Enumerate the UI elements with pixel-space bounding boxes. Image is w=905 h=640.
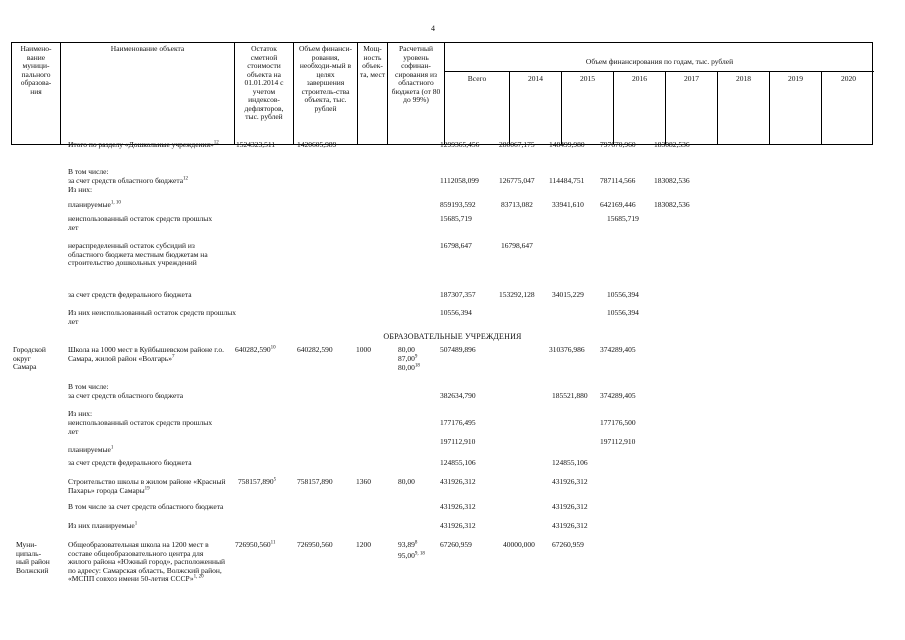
row-planned-name: планируемые$^{1, 10}$ [68, 200, 121, 209]
cell-total: 507489,896 [440, 345, 476, 354]
cell-total: 382634,790 [440, 391, 476, 400]
table-header [11, 42, 873, 145]
cell-2014: 16798,647 [501, 241, 533, 250]
row-total-preschool-name: Итого по разделу «Дошкольные учреждения»$^{12}$ [68, 140, 219, 149]
cell-2017: 183082,536 [654, 176, 690, 185]
cell-2014: 280067,175 [499, 140, 535, 149]
cell-level: 93,89$^8$ [398, 540, 418, 549]
cell-total: 1112058,099 [440, 176, 479, 185]
row-of-them-planned-name: Из них планируемые$^1$ [68, 521, 138, 530]
header-volume: Объем финанси-рования, необходи-мый в целях завершения строитель-ства объекта, тыс. рублей [293, 43, 357, 144]
cell-2015: 431926,312 [552, 477, 588, 486]
row-federal-budget-name: за счет средств федерального бюджета [68, 458, 192, 467]
row-incl-label: В том числе: [68, 167, 109, 176]
year-2020: 2020 [821, 71, 875, 144]
header-object: Наименование объекта [60, 43, 234, 144]
row-regional-budget-name: за счет средств областного бюджета$^{12}$ [68, 176, 189, 185]
year-2014: 2014 [509, 71, 561, 144]
header-capacity: Мощ-ность объек-та, мест [357, 43, 387, 144]
row-incl-label: В том числе: [68, 382, 109, 391]
year-2018: 2018 [717, 71, 769, 144]
header-level: Расчетный уровень софинан-сирования из областного бюджета (от 80 до 99%) [387, 43, 444, 144]
cell-2016: 642169,446 [600, 200, 636, 209]
cell-2015: 33941,610 [552, 200, 584, 209]
cell-2016: 797670,960 [600, 140, 636, 149]
cell-2014: 126775,047 [499, 176, 535, 185]
row-federal-budget-name: за счет средств федерального бюджета [68, 290, 192, 299]
cell-volume: 1420605,989 [297, 140, 337, 149]
row-federal-unused-name: Из них неиспользованный остаток средств прошлых лет [68, 308, 236, 326]
cell-total: 16798,647 [440, 241, 472, 250]
cell-2016: 15685,719 [607, 214, 639, 223]
cell-balance: 640282,590$^{10}$ [235, 345, 276, 354]
row-of-them-label: Из них: [68, 409, 93, 418]
cell-balance: 726950,560$^{11}$ [235, 540, 276, 549]
cell-2015: 67260,959 [552, 540, 584, 549]
year-columns [445, 71, 874, 144]
row-incl-regional-name: В том числе за счет средств областного бюджета [68, 502, 224, 511]
cell-volume: 758157,890 [297, 477, 333, 486]
year-2019: 2019 [769, 71, 821, 144]
year-2016: 2016 [613, 71, 665, 144]
row-undistributed-name: нераспределенный остаток субсидий из областного бюджета местным бюджетам на строительство дошкольных учреждений [68, 241, 208, 267]
header-balance: Остаток сметной стоимости объекта на 01.01.2014 с учетом индексов-дефляторов, тыс. рублей [234, 43, 293, 144]
cell-total: 187307,357 [440, 290, 476, 299]
cell-2015: 310376,986 [549, 345, 585, 354]
cell-2015: 148499,980 [549, 140, 585, 149]
cell-total: 10556,394 [440, 308, 472, 317]
cell-2015: 431926,312 [552, 502, 588, 511]
page-number: 4 [431, 24, 435, 33]
cell-total: 15685,719 [440, 214, 472, 223]
year-2015: 2015 [561, 71, 613, 144]
cell-balance: 758157,890$^5$ [238, 477, 277, 486]
cell-total: 1299365,456 [440, 140, 480, 149]
row-planned-name: планируемые$^1$ [68, 445, 114, 454]
cell-2017: 183082,536 [654, 200, 690, 209]
cell-2016: 374289,405 [600, 345, 636, 354]
cell-2014: 40000,000 [503, 540, 535, 549]
municipality-volzhsky: Муни-ципаль-ный район Волжский [16, 540, 50, 575]
cell-volume: 640282,590 [297, 345, 333, 354]
cell-total: 177176,495 [440, 418, 476, 427]
cell-2016: 10556,394 [607, 308, 639, 317]
header-municipality: Наимено-вание муници-пального образова-ния [20, 44, 52, 96]
row-school-yuzhny-name: Общеобразовательная школа на 1200 мест в составе общеобразовательного центра для жилого района «Южный город», расположенный по адресу: Самарская область, Волжский район, «МСПП совхоз имени 50-летия СССР»$^{1, 20}$ [68, 540, 226, 583]
row-unused-balance-name: неиспользованный остаток средств прошлых лет [68, 418, 213, 436]
cell-2017: 183082,536 [654, 140, 690, 149]
year-2017: 2017 [665, 71, 717, 144]
cell-2016: 10556,394 [607, 290, 639, 299]
cell-2014: 153292,128 [499, 290, 535, 299]
cell-2016: 197112,910 [600, 437, 636, 446]
cell-capacity: 1200 [356, 540, 371, 549]
cell-2015: 34015,229 [552, 290, 584, 299]
cell-total: 859193,592 [440, 200, 476, 209]
cell-volume: 726950,560 [297, 540, 333, 549]
section-title: ОБРАЗОВАТЕЛЬНЫЕ УЧРЕЖДЕНИЯ [383, 332, 522, 341]
cell-level: 95,00$^{9, 18}$ [398, 551, 425, 560]
cell-total: 431926,312 [440, 521, 476, 530]
cell-2014: 83713,082 [501, 200, 533, 209]
cell-total: 197112,910 [440, 437, 476, 446]
cell-level: 80,00$^{18}$ [398, 363, 420, 372]
cell-2015: 185521,880 [552, 391, 588, 400]
cell-balance: 1524323,511 [236, 140, 276, 149]
cell-total: 431926,312 [440, 477, 476, 486]
year-total: Всего [467, 74, 487, 83]
row-unused-balance-name: неиспользованный остаток средств прошлых лет [68, 214, 213, 232]
cell-2016: 787114,566 [600, 176, 636, 185]
cell-capacity: 1360 [356, 477, 371, 486]
cell-2015: 431926,312 [552, 521, 588, 530]
cell-level: 80,00 [398, 477, 415, 486]
cell-2015: 114484,751 [549, 176, 585, 185]
municipality-samara: Городской округ Самара [13, 345, 46, 371]
cell-total: 67260,959 [440, 540, 472, 549]
cell-capacity: 1000 [356, 345, 371, 354]
cell-level: 80,00 [398, 345, 415, 354]
header-financing [444, 43, 874, 144]
cell-level: 87,00$^9$ [398, 354, 418, 363]
cell-total: 124855,106 [440, 458, 476, 467]
row-school-krasny-pakhar-name: Строительство школы в жилом районе «Красный Пахарь» города Самары$^{19}$ [68, 477, 226, 495]
row-regional-budget-name: за счет средств областного бюджета [68, 391, 184, 400]
header-financing-title: Объем финансирования по годам, тыс. рублей [585, 57, 734, 66]
cell-total: 431926,312 [440, 502, 476, 511]
cell-2016: 374289,405 [600, 391, 636, 400]
cell-2016: 177176,500 [600, 418, 636, 427]
row-school-volgar-name: Школа на 1000 мест в Куйбышевском районе г.о. Самара, жилой район «Волгарь»$^7$ [68, 345, 224, 363]
cell-2015: 124855,106 [552, 458, 588, 467]
row-of-them-label: Из них: [68, 185, 93, 194]
